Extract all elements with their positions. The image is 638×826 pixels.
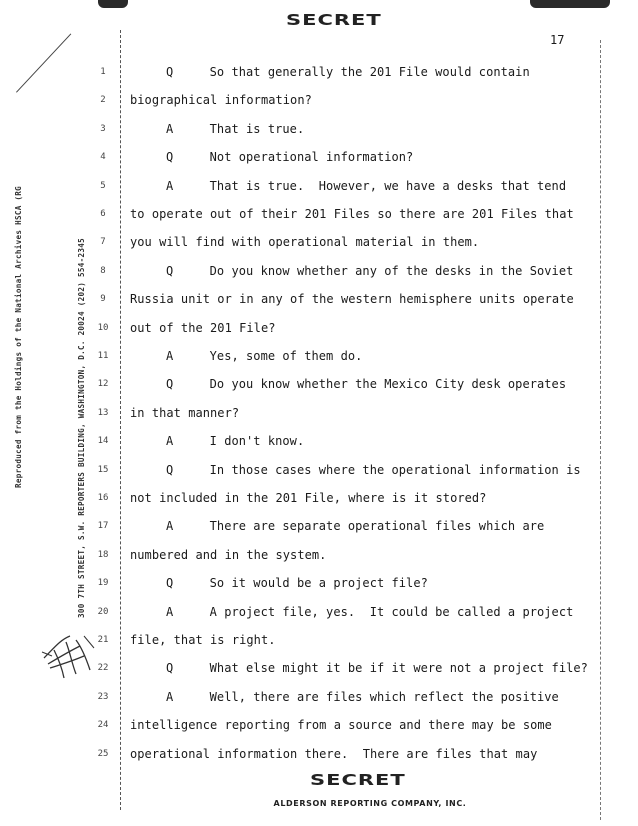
margin-slash-mark — [16, 33, 71, 92]
footer-classification-stamp: SECRET — [310, 771, 406, 789]
line-number: 17 — [97, 521, 109, 531]
transcript-line: A Yes, some of them do. — [166, 349, 363, 363]
line-number: 23 — [97, 692, 109, 702]
transcript-line: out of the 201 File? — [130, 321, 276, 335]
left-margin-rule — [120, 30, 121, 810]
transcript-line: Q What else might it be if it were not a project file? — [166, 661, 588, 675]
line-number: 25 — [97, 749, 109, 759]
transcript-line: Q So it would be a project file? — [166, 576, 428, 590]
line-number: 4 — [100, 152, 106, 162]
header-classification-stamp: SECRET — [286, 11, 382, 29]
transcript-line: numbered and in the system. — [130, 548, 327, 562]
right-margin-rule — [600, 40, 601, 820]
transcript-line: A A project file, yes. It could be called a project — [166, 605, 574, 619]
transcript-line: A That is true. — [166, 122, 305, 136]
line-number: 21 — [97, 635, 109, 645]
line-number: 18 — [97, 550, 109, 560]
line-number: 20 — [97, 607, 109, 617]
transcript-line: A I don't know. — [166, 434, 305, 448]
reporter-company-name: ALDERSON REPORTING COMPANY, INC. — [273, 799, 467, 808]
transcript-line: Q In those cases where the operational information is — [166, 463, 581, 477]
page-number: 17 — [550, 33, 565, 47]
line-number: 15 — [97, 465, 109, 475]
line-number: 5 — [100, 181, 106, 191]
line-number: 12 — [97, 379, 109, 389]
line-number: 14 — [97, 436, 109, 446]
line-number: 24 — [97, 720, 109, 730]
scan-smudge — [98, 0, 128, 8]
transcript-line: Q Not operational information? — [166, 150, 414, 164]
transcript-line: Q So that generally the 201 File would contain — [166, 65, 530, 79]
transcript-line: Q Do you know whether the Mexico City desk operates — [166, 377, 567, 391]
line-number: 19 — [97, 578, 109, 588]
line-number: 8 — [100, 266, 106, 276]
transcript-line: not included in the 201 File, where is it stored? — [130, 491, 487, 505]
transcript-line: in that manner? — [130, 406, 240, 420]
handwritten-initials-mark — [40, 628, 100, 684]
line-number: 9 — [100, 294, 106, 304]
line-number: 13 — [97, 408, 109, 418]
line-number: 10 — [97, 323, 109, 333]
archive-caption: Reproduced from the Holdings of the National Archives HSCA (RG — [14, 185, 23, 488]
reporter-address-caption: 300 7TH STREET, S.W. REPORTERS BUILDING, WASHINGTON, D.C. 20024 (202) 554-2345 — [77, 237, 86, 618]
transcript-line: to operate out of their 201 Files so there are 201 Files that — [130, 207, 574, 221]
transcript-line: operational information there. There are files that may — [130, 747, 538, 761]
transcript-line: file, that is right. — [130, 633, 276, 647]
line-number: 16 — [97, 493, 109, 503]
transcript-line: Q Do you know whether any of the desks in the Soviet — [166, 264, 574, 278]
transcript-line: A That is true. However, we have a desks that tend — [166, 179, 567, 193]
transcript-line: biographical information? — [130, 93, 312, 107]
line-number: 1 — [100, 67, 106, 77]
transcript-line: you will find with operational material in them. — [130, 235, 480, 249]
transcript-line: intelligence reporting from a source and there may be some — [130, 718, 552, 732]
transcript-line: A Well, there are files which reflect the positive — [166, 690, 559, 704]
line-number: 7 — [100, 237, 106, 247]
transcript-line: Russia unit or in any of the western hemisphere units operate — [130, 292, 574, 306]
line-number: 3 — [100, 124, 106, 134]
line-number: 2 — [100, 95, 106, 105]
transcript-line: A There are separate operational files which are — [166, 519, 545, 533]
line-number: 6 — [100, 209, 106, 219]
line-number: 11 — [97, 351, 109, 361]
line-number: 22 — [97, 663, 109, 673]
scan-smudge — [530, 0, 610, 8]
